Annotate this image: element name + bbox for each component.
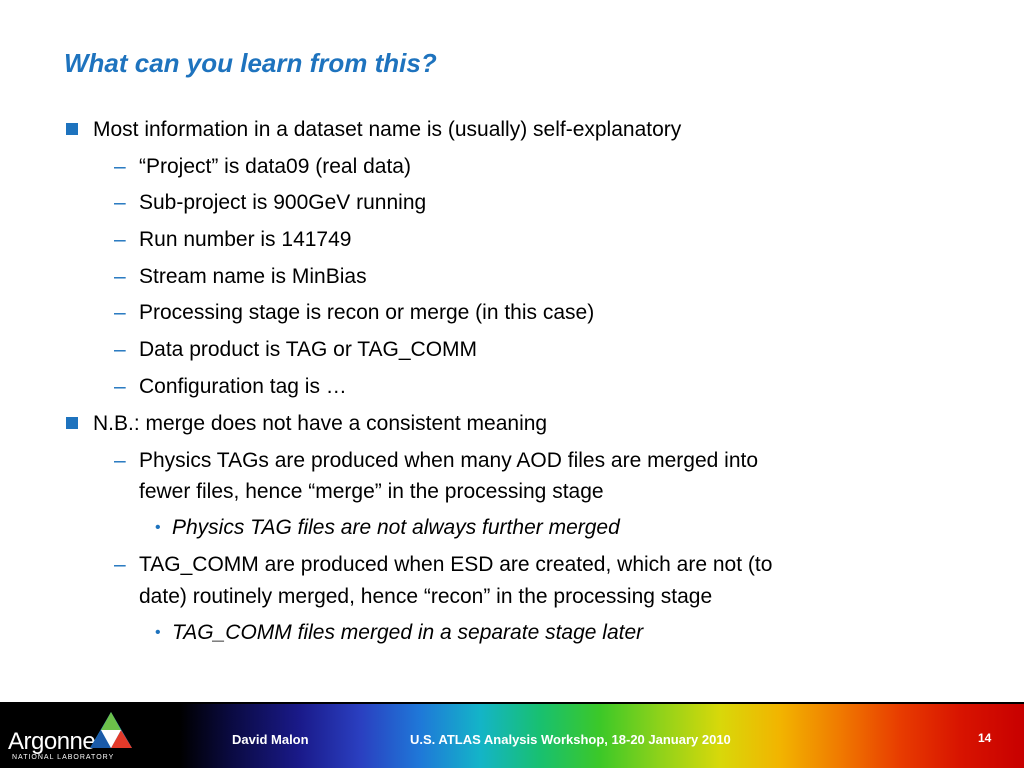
dash-bullet-icon: – [114, 338, 126, 361]
dash-bullet-icon: – [114, 155, 126, 178]
dot-bullet-icon: • [155, 519, 161, 536]
bullet-main-1: Most information in a dataset name is (usually) self-explanatory [93, 118, 682, 141]
argonne-logo-icon [88, 710, 134, 750]
dash-bullet-icon: – [114, 449, 126, 472]
footer-event: U.S. ATLAS Analysis Workshop, 18-20 January 2010 [410, 732, 731, 747]
sub-bullet: Stream name is MinBias [139, 265, 367, 288]
dot-bullet-icon: • [155, 624, 161, 641]
sub-bullet: “Project” is data09 (real data) [139, 155, 411, 178]
footer-author: David Malon [232, 732, 309, 747]
dash-bullet-icon: – [114, 265, 126, 288]
dash-bullet-icon: – [114, 228, 126, 251]
sub-bullet: TAG_COMM are produced when ESD are created, which are not (to [139, 553, 773, 576]
sub-bullet: Run number is 141749 [139, 228, 352, 251]
dash-bullet-icon: – [114, 301, 126, 324]
dash-bullet-icon: – [114, 375, 126, 398]
sub-bullet: Processing stage is recon or merge (in this case) [139, 301, 595, 324]
argonne-logo-text: Argonne [8, 728, 96, 755]
sub-bullet: Physics TAGs are produced when many AOD files are merged into [139, 449, 759, 472]
page-number: 14 [978, 731, 992, 745]
slide-title: What can you learn from this? [64, 48, 437, 78]
sub-bullet-continuation: fewer files, hence “merge” in the processing stage [139, 480, 604, 503]
footer-divider [0, 702, 1024, 704]
sub-bullet: Sub-project is 900GeV running [139, 191, 427, 214]
argonne-logo-subtitle: NATIONAL LABORATORY [12, 754, 115, 761]
dash-bullet-icon: – [114, 191, 126, 214]
sub-bullet: Data product is TAG or TAG_COMM [139, 338, 478, 361]
bullet-main-2: N.B.: merge does not have a consistent meaning [93, 412, 548, 435]
square-bullet-icon [66, 417, 78, 429]
sub-sub-bullet: Physics TAG files are not always further merged [172, 516, 620, 539]
sub-bullet: Configuration tag is … [139, 375, 347, 398]
dash-bullet-icon: – [114, 553, 126, 576]
sub-sub-bullet: TAG_COMM files merged in a separate stage later [172, 621, 644, 644]
square-bullet-icon [66, 123, 78, 135]
sub-bullet-continuation: date) routinely merged, hence “recon” in the processing stage [139, 585, 713, 608]
